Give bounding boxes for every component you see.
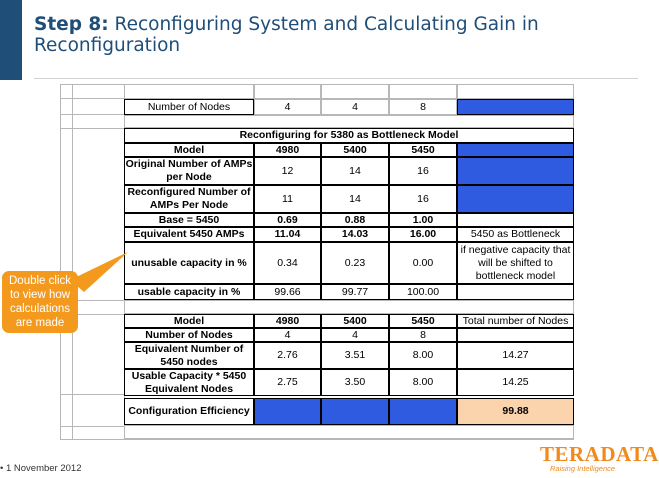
empty-cell[interactable] [457, 84, 574, 99]
row-value[interactable] [389, 143, 457, 157]
cell-text: Model [173, 314, 205, 327]
row-value[interactable] [254, 213, 321, 227]
row-value[interactable] [389, 284, 457, 300]
cell-text: if negative capacity that will be shifted to bottleneck model [460, 243, 571, 282]
row-label[interactable] [124, 185, 254, 213]
cell-text: 14.03 [341, 228, 369, 240]
cell-text: 5400 [343, 143, 367, 156]
row-value[interactable] [254, 227, 321, 242]
calculation-callout[interactable] [2, 271, 78, 333]
row-value[interactable] [321, 242, 389, 284]
note-cell[interactable] [457, 328, 574, 342]
row-label[interactable] [124, 143, 254, 157]
slide-footer: • 1 November 2012 [0, 463, 82, 474]
row-value[interactable] [254, 143, 321, 157]
cell-text: 0.88 [344, 213, 366, 226]
note-cell[interactable] [457, 242, 574, 284]
logo-wordmark: TERADATA [540, 442, 659, 466]
note-cell[interactable] [457, 227, 574, 242]
row-value[interactable] [389, 157, 457, 185]
cell-text: 3.51 [344, 349, 366, 361]
row-value[interactable] [389, 213, 457, 227]
row-value[interactable] [321, 284, 389, 300]
nodes-row-value[interactable] [321, 99, 389, 115]
blue-fill-cell[interactable] [457, 185, 574, 213]
row-value[interactable] [389, 227, 457, 242]
row-value[interactable] [321, 314, 389, 328]
cell-text: 0.00 [412, 256, 434, 269]
row-value[interactable] [321, 143, 389, 157]
note-cell[interactable] [457, 213, 574, 227]
row-value[interactable] [389, 242, 457, 284]
cell-text: 4980 [275, 314, 300, 327]
cell-text: 14 [349, 192, 361, 205]
cell-text: Total number of Nodes [462, 314, 569, 327]
row-value[interactable] [321, 157, 389, 185]
cell-text: 99.88 [502, 405, 529, 417]
callout-tail [70, 246, 132, 294]
cell-text: Usable Capacity * 5450 Equivalent Nodes [131, 369, 247, 395]
nodes-row-value[interactable] [389, 99, 457, 115]
cell-text: 2.75 [277, 376, 298, 388]
cell-text: 11.04 [274, 228, 301, 240]
row-label[interactable] [124, 242, 254, 284]
row-value[interactable] [389, 328, 457, 342]
cell-text: Number of Nodes [147, 100, 231, 113]
note-cell[interactable] [457, 369, 574, 396]
cell-text: unusable capacity in % [131, 256, 247, 269]
title-accent-bar [0, 0, 22, 80]
empty-row[interactable] [124, 115, 574, 128]
row-label[interactable] [124, 227, 254, 242]
row-label[interactable] [124, 213, 254, 227]
row-value[interactable] [254, 314, 321, 328]
row-value[interactable] [254, 342, 321, 369]
cell-text: 99.77 [341, 285, 369, 298]
cell-text: Original Number of AMPs per Node [125, 158, 253, 183]
efficiency-value[interactable] [457, 398, 574, 425]
gridline [60, 84, 61, 440]
cell-text: 12 [281, 164, 294, 177]
empty-row[interactable] [124, 300, 574, 314]
blue-fill-cell[interactable] [321, 398, 389, 425]
cell-text: Number of Nodes [145, 328, 233, 341]
cell-text: usable capacity in % [137, 285, 241, 298]
cell-text: 4980 [275, 143, 300, 156]
note-cell[interactable] [457, 314, 574, 328]
reconfiguration-table[interactable] [60, 84, 574, 440]
row-value[interactable] [321, 185, 389, 213]
row-label[interactable] [124, 328, 254, 342]
cell-text: 5450 as Bottleneck [470, 228, 561, 240]
blue-fill-cell[interactable] [457, 157, 574, 185]
row-label[interactable] [124, 369, 254, 396]
row-label[interactable] [124, 342, 254, 369]
cell-text: Model [173, 143, 205, 156]
cell-text: 16 [417, 164, 429, 177]
note-cell[interactable] [457, 284, 574, 300]
empty-cell[interactable] [254, 84, 321, 99]
row-value[interactable] [389, 314, 457, 328]
cell-text: 2.76 [277, 349, 298, 361]
row-value[interactable] [254, 284, 321, 300]
callout-text: Double click to view how calculations are made [9, 275, 71, 329]
cell-text: 5400 [343, 314, 367, 327]
cell-text: 100.00 [406, 285, 440, 298]
logo-tagline: Raising Intelligence [550, 464, 616, 473]
cell-text: 8 [420, 100, 426, 113]
row-value[interactable] [254, 242, 321, 284]
row-value[interactable] [321, 213, 389, 227]
row-value[interactable] [321, 227, 389, 242]
row-value[interactable] [254, 328, 321, 342]
row-value[interactable] [254, 369, 321, 396]
cell-text: Base = 5450 [158, 213, 220, 226]
cell-text: 4 [352, 100, 358, 113]
row-value[interactable] [321, 369, 389, 396]
cell-text: 16.00 [409, 228, 437, 240]
section-header[interactable] [124, 128, 574, 143]
slide-title: Step 8: Reconfiguring System and Calculating Gain in Reconfiguration [34, 14, 539, 56]
cell-text: 4 [284, 328, 291, 341]
cell-text: Configuration Efficiency [128, 405, 250, 417]
title-divider [34, 78, 638, 79]
teradata-logo [540, 442, 659, 473]
cell-text: 3.50 [344, 376, 366, 388]
cell-text: Equivalent Number of 5450 nodes [134, 342, 244, 368]
cell-text: Reconfiguring for 5380 as Bottleneck Model [239, 129, 459, 141]
cell-text: 5450 [411, 143, 435, 156]
cell-text: 4 [352, 328, 358, 341]
cell-text: 5450 [411, 314, 435, 327]
row-value[interactable] [389, 342, 457, 369]
cell-text: 0.34 [277, 256, 298, 269]
cell-text: 1.00 [412, 213, 434, 226]
empty-cell[interactable] [321, 84, 389, 99]
empty-cell[interactable] [389, 84, 457, 99]
blue-fill-cell[interactable] [254, 398, 321, 425]
blue-fill-cell[interactable] [457, 99, 574, 115]
row-label[interactable] [124, 157, 254, 185]
nodes-row-label[interactable] [124, 99, 254, 115]
empty-cell[interactable] [124, 84, 254, 99]
cell-text: 8.00 [412, 349, 434, 361]
blue-fill-cell[interactable] [389, 398, 457, 425]
cell-text: 0.69 [277, 213, 298, 226]
efficiency-label[interactable] [124, 398, 254, 425]
cell-text: 14.27 [502, 349, 529, 361]
cell-text: 99.66 [274, 285, 301, 298]
gridline [60, 439, 574, 440]
row-label[interactable] [124, 314, 254, 328]
cell-text: 11 [282, 192, 293, 205]
row-value[interactable] [321, 328, 389, 342]
row-value[interactable] [389, 369, 457, 396]
row-value[interactable] [254, 157, 321, 185]
cell-text: Reconfigured Number of AMPs Per Node [127, 186, 251, 211]
row-value[interactable] [389, 185, 457, 213]
cell-text: 0.23 [344, 256, 366, 269]
row-value[interactable] [254, 185, 321, 213]
cell-text: 14 [349, 164, 361, 177]
cell-text: 14.25 [502, 376, 529, 388]
row-value[interactable] [321, 342, 389, 369]
empty-row[interactable] [124, 425, 574, 439]
cell-text: Equivalent 5450 AMPs [133, 228, 245, 240]
cell-text: 4 [284, 100, 291, 113]
row-label[interactable] [124, 284, 254, 300]
note-cell[interactable] [457, 342, 574, 369]
cell-text: 16 [417, 192, 429, 205]
blue-fill-cell[interactable] [457, 143, 574, 157]
cell-text: 8.00 [412, 376, 434, 388]
nodes-row-value[interactable] [254, 99, 321, 115]
cell-text: 8 [420, 328, 426, 341]
